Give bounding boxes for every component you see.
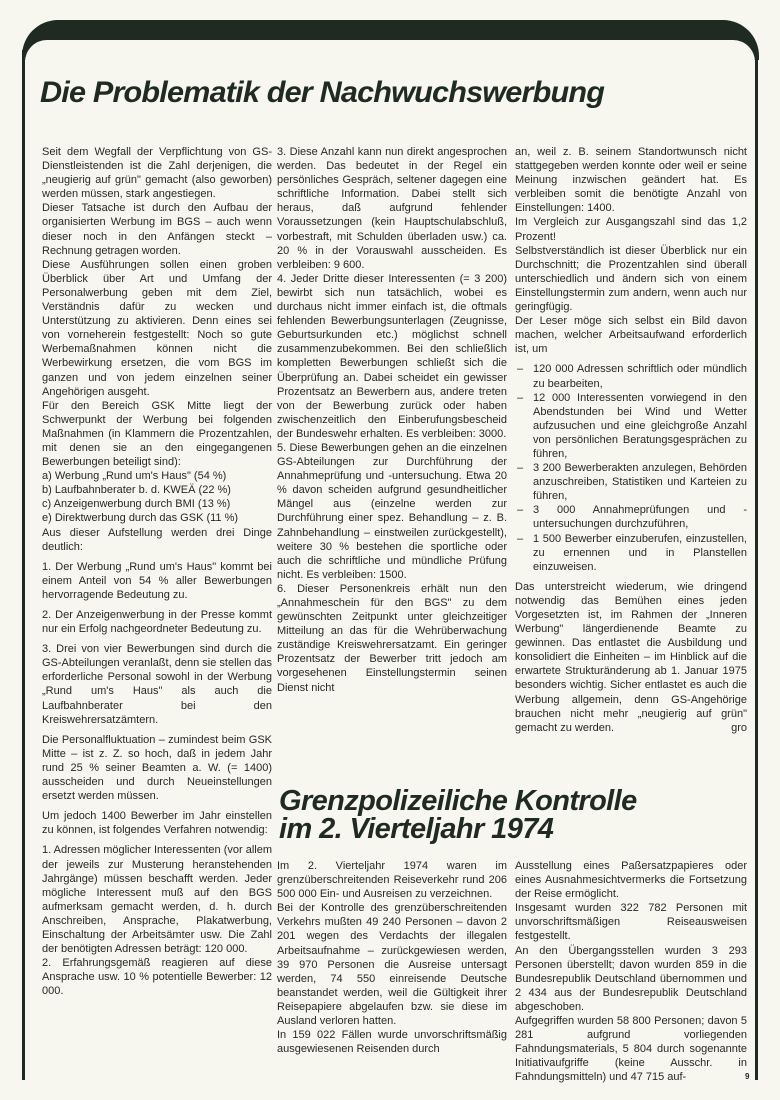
paragraph: 2. Erfahrungsgemäß reagieren auf diese Ansprache usw. 10 % potentielle Bewerber: 12 000. — [42, 957, 272, 998]
paragraph: Dieser Tatsache ist durch den Aufbau der organisierten Werbung im BGS – auch wenn dieser noch in den Anfängen steckt – Rechnung getragen worden. — [42, 202, 272, 257]
paragraph: Die Personalfluktuation – zumindest beim GSK Mitte – ist z. Z. so hoch, daß in jedem Jahr rund 25 % seiner Beamten a. W. (= 1400) ausscheiden und durch Neueinstellungen ersetzt werden müssen. — [42, 733, 272, 803]
list-item: – 12 000 Interessenten vorwiegend in den Abendstunden bei Wind und Wetter aufzusuchen und eine gleichgroße Anzahl von persönlichen Beratungsgesprächen zu führen, — [515, 391, 747, 461]
paragraph: An den Übergangsstellen wurden 3 293 Personen überstellt; davon wurden 859 in die Bundesrepublik Deutschland übernommen und 2 434 aus der Bundesrepublik Deutschland abgeschoben. — [515, 944, 747, 1013]
paragraph: an, weil z. B. seinem Standortwunsch nicht stattgegeben werden konnte oder weil er seine Meinung inzwischen geändert hat. Es verbleiben somit die benötigte Anzahl von Einstellungen: 1400. — [515, 146, 747, 215]
article-title: Die Problematik der Nachwuchswerbung — [40, 76, 605, 109]
paragraph: Um jedoch 1400 Bewerber im Jahr einstellen zu können, ist folgendes Verfahren notwendig: — [42, 810, 272, 837]
paragraph: Insgesamt wurden 322 782 Personen mit unvorschriftsmäßigen Reiseausweisen festgestellt. — [515, 902, 747, 943]
page-frame-right-rule — [755, 50, 758, 1080]
article-2-column-2 — [515, 859, 750, 1085]
list-item: a) Werbung „Rund um's Haus" (54 %) — [42, 470, 227, 483]
page-number: 9 — [745, 1072, 750, 1081]
paragraph: 2. Der Anzeigenwerbung in der Presse kommt nur ein Erfolg nachgeordneter Bedeutung zu. — [42, 609, 272, 636]
paragraph: 3. Diese Anzahl kann nun direkt angesprochen werden. Das bedeutet in der Regel ein persönliches Gespräch, seltener dagegen eine schriftliche Information. Dabei stellt sich heraus, daß aufgrund fehlender Voraussetzungen (kein Hauptschulabschluß, vorbestraft, mit Schulden überladen usw.) ca. 20 % in der Vorauswahl ausscheiden. Es verbleiben: 9 600. — [277, 146, 507, 271]
workload-list — [515, 362, 747, 573]
paragraph: 3. Drei von vier Bewerbungen sind durch die GS-Abteilungen veranlaßt, denn sie stellen das erforderliche Personal sowohl in der Werbung „Rund um's Haus" als auch die Laufbahnberater bei den Kreiswehrersatzämtern. — [42, 643, 272, 726]
list-item: – 1 500 Bewerber einzuberufen, einzustellen, zu ernennen und in Planstellen einzuweisen. — [515, 532, 747, 574]
paragraph: Ausstellung eines Paßersatzpapieres oder eines Ausnahmesichtvermerks die Fortsetzung der Reise ermöglicht. — [515, 860, 747, 901]
article-2-title — [279, 787, 637, 843]
list-item: – 3 200 Bewerberakten anzulegen, Behörden anzuschreiben, Statistiken und Karteien zu führen, — [515, 461, 747, 503]
article-2-column-1 — [277, 859, 507, 1056]
article-2-title-line-1: Grenzpolizeiliche Kontrolle — [279, 785, 637, 817]
paragraph: 5. Diese Bewerbungen gehen an die einzelnen GS-Abteilungen zur Durchführung der Annahmeprüfung und -untersuchung. Etwa 20 % davon scheiden aufgrund gesundheitlicher Mängel aus (einzelne werden zur Durchführung einer spez. Behandlung – z. B. Zahnbehandlung – einstweilen zurückgestellt), weitere 30 % bestehen die sportliche oder auch die schriftliche und mündliche Prüfung nicht. Es verbleiben: 1500. — [277, 441, 507, 581]
list-item: c) Anzeigenwerbung durch BMI (13 %) — [42, 498, 231, 511]
paragraph: Diese Ausführungen sollen einen groben Überblick über Art und Umfang der Personalwerbung geben mit dem Ziel, Verständnis dafür zu wecken und Unterstützung zu aktivieren. Denn eines sei von vorneherein festgestellt: Noch so gute Werbemaßnahmen können nicht die Werbewirkung ersetzen, die vom BGS im ganzen und von jedem einzelnen seiner Angehörigen ausgeht. — [42, 258, 272, 398]
paragraph: 1. Adressen möglicher Interessenten (vor allem der jeweils zur Musterung heranstehenden Jahrgänge) müssen beschafft werden. Jeder mögliche Interessent muß auf den BGS aufmerksam gemacht werden, d. h. durch Anschreiben, Ansprache, Plakatwerbung, Einschaltung der Arbeitsämter usw. Die Zahl der benötigten Adressen beträgt: 120 000. — [42, 844, 272, 956]
paragraph: Bei der Kontrolle des grenzüberschreitenden Verkehrs mußten 49 240 Personen – davon 2 201 wegen des Verdachts der illegalen Arbeitsaufnahme – zurückgewiesen werden, 39 970 Personen die Ausreise untersagt werden, 74 550 einreisende Deutsche beanstandet werden, weil die Gültigkeit ihrer Reisepapiere abgelaufen bzw. sie diese im Ausland verloren hatten. — [277, 902, 507, 1028]
paragraph: Für den Bereich GSK Mitte liegt der Schwerpunkt der Werbung bei folgenden Maßnahmen (in Klammern die Prozentzahlen, mit denen sie an den eingegangenen Bewerbungen beteiligt sind): — [42, 399, 272, 469]
paragraph: Selbstverständlich ist dieser Überblick nur ein Durchschnitt; die Prozentzahlen sind überall unterschiedlich und ändern sich von einem Einstellungstermin zum andern, wenn auch nur geringfügig. — [515, 244, 747, 314]
article-column-3 — [515, 145, 747, 735]
page-frame-left-rule — [22, 50, 25, 1080]
author-signature: gro — [731, 721, 747, 734]
closing-paragraph — [515, 580, 747, 735]
list-item: – 120 000 Adressen schriftlich oder mündlich zu bearbeiten, — [515, 362, 747, 390]
list-item: e) Direktwerbung durch das GSK (11 %) — [42, 512, 239, 525]
paragraph: Der Leser möge sich selbst ein Bild davon machen, welcher Arbeitsaufwand erforderlich ist, um — [515, 315, 747, 356]
closing-text: Das unterstreicht wiederum, wie dringend notwendig das Bemühen eines jeden Vorgesetzten ist, im Rahmen der „Inneren Werbung" längerdienende Beamte zu gewinnen. Das entlastet die Ausbildung und konsolidiert die Einheiten – im Hinblick auf die erwartete Strukturänderung ab 1. Januar 1975 besonders wichtig. Sicher entlastet es auch die Werbung allgemein, denn GS-Angehörige brauchen nicht mehr „neugierig auf grün" gemacht zu werden. — [515, 580, 747, 734]
list-item: – 3 000 Annahmeprüfungen und -untersuchungen durchzuführen, — [515, 503, 747, 531]
paragraph: 1. Der Werbung „Rund um's Haus" kommt bei einem Anteil von 54 % aller Bewerbungen hervorragende Bedeutung zu. — [42, 560, 272, 601]
paragraph: Im 2. Vierteljahr 1974 waren im grenzüberschreitenden Reiseverkehr rund 206 500 000 Ein- und Ausreisen zu verzeichnen. — [277, 860, 507, 901]
list-item: b) Laufbahnberater b. d. KWEÄ (22 %) — [42, 484, 231, 497]
paragraph: Im Vergleich zur Ausgangszahl sind das 1,2 Prozent! — [515, 216, 747, 243]
article-column-2 — [277, 145, 507, 695]
paragraph: In 159 022 Fällen wurde unvorschriftsmäßig ausgewiesenen Reisenden durch — [277, 1029, 507, 1056]
paragraph: 4. Jeder Dritte dieser Interessenten (= 3 200) bewirbt sich nun tatsächlich, wobei es durchaus nicht immer einfach ist, die oftmals fehlenden Bewerbungsunterlagen (Zeugnisse, Geburtsurkunden etc.) möglichst schnell zusammenzubekommen. Bei den schließlich kompletten Bewerbungen schließt sich die Überprüfung an. Dabei scheidet ein gewisser Prozentsatz an Bewerbern aus, andere treten von der Bewerbung zurück oder haben zwischenzeitlich den Einberufungsbescheid der Bundeswehr erhalten. Es verbleiben: 3000. — [277, 272, 507, 440]
paragraph: 6. Dieser Personenkreis erhält nun den „Annahmeschein für den BGS" zu dem gewünschten Zeitpunkt unter gleichzeitiger Mitteilung an das für die Wehrüberwachung zuständige Kreiswehrersatzamt. Ein geringer Prozentsatz der Bewerber tritt jedoch am vorgesehenen Einstellungstermin seinen Dienst nicht — [277, 582, 507, 694]
paragraph: Aus dieser Aufstellung werden drei Dinge deutlich: — [42, 526, 272, 553]
paragraph: Seit dem Wegfall der Verpflichtung von GS-Dienstleistenden ist die Zahl derjenigen, die „neugierig auf grün" gemacht (also geworben) werden müssen, stark angestiegen. — [42, 146, 272, 201]
article-column-1 — [42, 145, 272, 998]
article-2-title-line-2: im 2. Vierteljahr 1974 — [279, 813, 554, 845]
paragraph: Aufgegriffen wurden 58 800 Personen; davon 5 281 aufgrund vorliegenden Fahndungsmaterials, 5 804 durch sogenannte Initiativaufgriffe (keine Ausschr. in Fahndungsmitteln) und 47 715 auf- — [515, 1015, 747, 1084]
